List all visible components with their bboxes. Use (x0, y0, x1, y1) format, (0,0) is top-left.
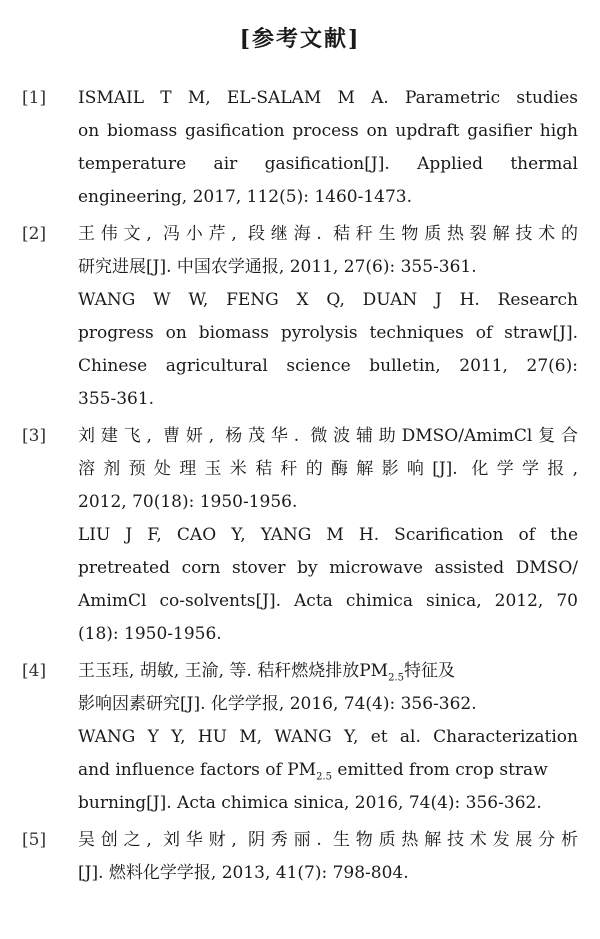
reference-number: [1] (22, 88, 47, 108)
reference-text (78, 420, 578, 651)
reference-line: Chinese agricultural science bulletin, 2011, 27(6): (78, 356, 578, 376)
reference-number: [2] (22, 224, 47, 244)
reference-text (78, 82, 578, 214)
reference-line: ISMAIL T M, EL-SALAM M A. Parametric studies (78, 88, 578, 108)
reference-line: 355-361. (78, 389, 155, 409)
references-heading: [参考文献] (239, 26, 361, 52)
reference-4 (22, 655, 578, 820)
reference-text (78, 824, 578, 890)
pm-subscript: 2.5 (388, 672, 404, 684)
reference-line: 刘建飞, 曹妍, 杨茂华. 微波辅助DMSO/AmimCl复合 (78, 426, 578, 446)
reference-line: engineering, 2017, 112(5): 1460-1473. (78, 187, 413, 207)
reference-line-part: emitted from crop straw (332, 760, 548, 780)
reference-text (78, 218, 578, 416)
reference-5 (22, 824, 578, 890)
reference-number: [3] (22, 426, 47, 446)
reference-line: WANG Y Y, HU M, WANG Y, et al. Characterization (78, 727, 578, 747)
reference-text (78, 655, 578, 820)
reference-line: 吴创之, 刘华财, 阴秀丽. 生物质热解技术发展分析 (78, 830, 578, 850)
reference-line: on biomass gasification process on updraft gasifier high (78, 121, 578, 141)
reference-1 (22, 82, 578, 214)
reference-line: progress on biomass pyrolysis techniques of straw[J]. (78, 323, 578, 343)
reference-line: WANG W W, FENG X Q, DUAN J H. Research (78, 290, 578, 310)
reference-line: AmimCl co-solvents[J]. Acta chimica sinica, 2012, 70 (78, 591, 578, 611)
reference-line: 王伟文, 冯小芹, 段继海. 秸秆生物质热裂解技术的 (78, 224, 578, 244)
reference-line-part: 王玉珏, 胡敏, 王渝, 等. 秸秆燃烧排放PM (78, 661, 389, 681)
reference-line: [J]. 燃料化学学报, 2013, 41(7): 798-804. (78, 863, 409, 883)
reference-line-part: and influence factors of PM (78, 760, 317, 780)
reference-number: [5] (22, 830, 47, 850)
reference-line: 溶剂预处理玉米秸秆的酶解影响[J]. 化学学报, (78, 459, 578, 479)
reference-2 (22, 218, 578, 416)
pm-subscript: 2.5 (316, 771, 332, 783)
reference-number: [4] (22, 661, 47, 681)
reference-line: (18): 1950-1956. (78, 624, 222, 644)
reference-line-part: 特征及 (403, 661, 455, 681)
reference-line: LIU J F, CAO Y, YANG M H. Scarification of the (78, 525, 578, 545)
reference-line: 研究进展[J]. 中国农学通报, 2011, 27(6): 355-361. (78, 257, 477, 277)
reference-line (78, 754, 578, 787)
reference-line: pretreated corn stover by microwave assisted DMSO/ (78, 558, 578, 578)
reference-line: temperature air gasification[J]. Applied thermal (78, 154, 578, 174)
reference-line: burning[J]. Acta chimica sinica, 2016, 74(4): 356-362. (78, 793, 542, 813)
reference-3 (22, 420, 578, 651)
reference-line (78, 655, 578, 688)
reference-line: 影响因素研究[J]. 化学学报, 2016, 74(4): 356-362. (78, 694, 477, 714)
reference-line: 2012, 70(18): 1950-1956. (78, 492, 298, 512)
